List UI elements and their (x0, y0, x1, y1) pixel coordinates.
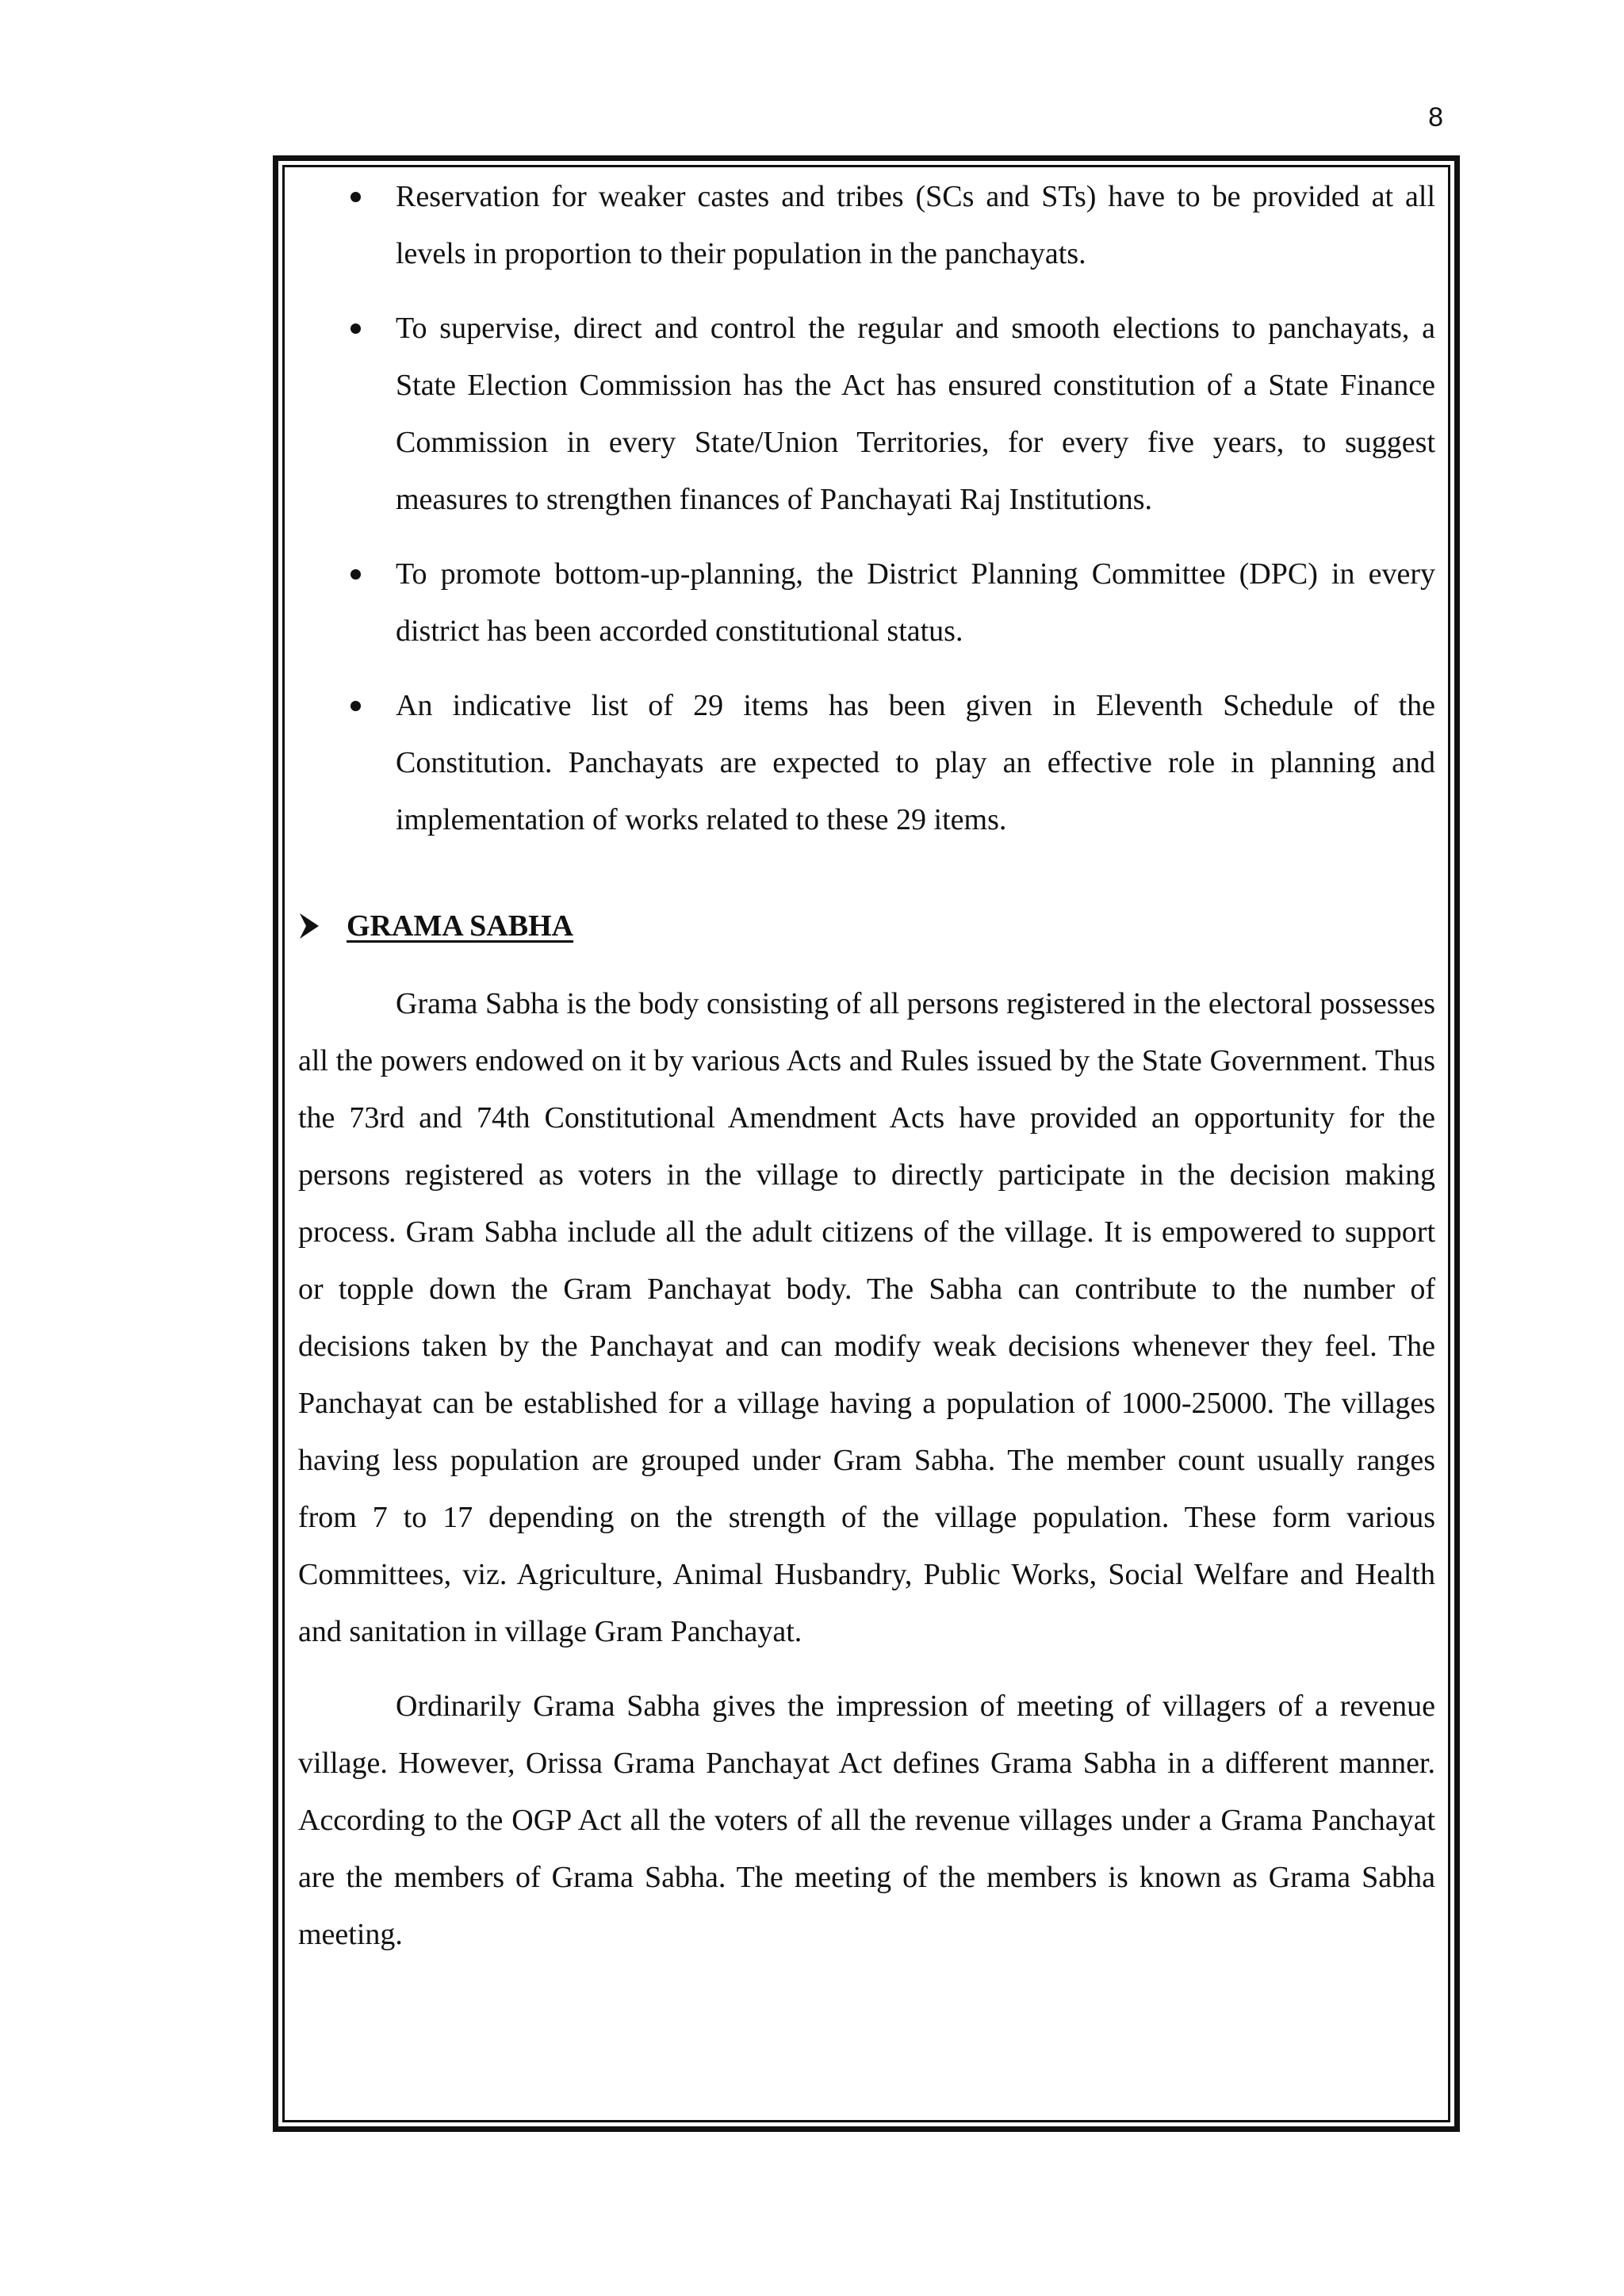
section-heading-text: GRAMA SABHA (347, 909, 574, 943)
list-item-text: Reservation for weaker castes and tribes (SCs and STs) have to be provided at all levels in proportion to their population in the panchayats. (396, 180, 1435, 270)
list-item (298, 300, 1435, 528)
page-number: 8 (1428, 102, 1443, 132)
paragraph: Ordinarily Grama Sabha gives the impression of meeting of villagers of a revenue village. However, Orissa Grama Panchayat Act defines Grama Sabha in a different manner. According to the OGP Act all the voters of all the revenue villages under a Grama Panchayat are the members of Grama Sabha. The meeting of the members is known as Grama Sabha meeting. (298, 1689, 1435, 1951)
list-item-text: To promote bottom-up-planning, the District Planning Committee (DPC) in every district has been accorded constitutional status. (396, 557, 1435, 648)
bullet-dot-icon (350, 323, 361, 334)
bullet-dot-icon (350, 701, 361, 711)
bullet-dot-icon (350, 192, 361, 202)
list-item-text: To supervise, direct and control the regular and smooth elections to panchayats, a State Election Commission has the Act has ensured constitution of a State Finance Commission in every State/Union Territories, for every five years, to suggest measures to strengthen finances of Panchayati Raj Institutions. (396, 312, 1435, 516)
list-item (298, 168, 1435, 282)
arrowhead-bullet-icon (298, 912, 320, 940)
page-content (298, 168, 1435, 1980)
list-item-text: An indicative list of 29 items has been given in Eleventh Schedule of the Constitution. Panchayats are expected to play an effective role in planning and implementation of works related to these 29 items. (396, 689, 1435, 836)
list-item (298, 677, 1435, 848)
list-item (298, 545, 1435, 660)
paragraph: Grama Sabha is the body consisting of all persons registered in the electoral possesses all the powers endowed on it by various Acts and Rules issued by the State Government. Thus the 73rd and 74th Constitutional Amendment Acts have provided an opportunity for the persons registered as voters in the village to directly participate in the decision making process. Gram Sabha include all the adult citizens of the village. It is empowered to support or topple down the Gram Panchayat body. The Sabha can contribute to the number of decisions taken by the Panchayat and can modify weak decisions whenever they feel. The Panchayat can be established for a village having a population of 1000-25000. The villages having less population are grouped under Gram Sabha. The member count usually ranges from 7 to 17 depending on the strength of the village population. These form various Committees, viz. Agriculture, Animal Husbandry, Public Works, Social Welfare and Health and sanitation in village Gram Panchayat. (298, 987, 1435, 1648)
bullet-list (298, 168, 1435, 848)
bullet-dot-icon (350, 569, 361, 580)
section-heading (298, 897, 1435, 955)
